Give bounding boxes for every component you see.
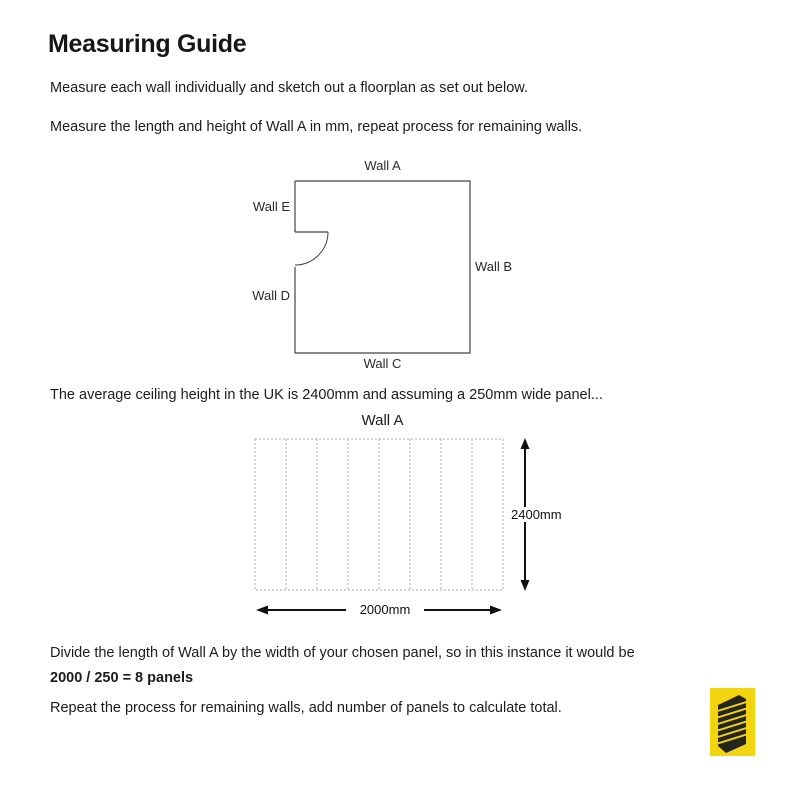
panel-diagram-title: Wall A [361,412,404,429]
intro-line-2: Measure the length and height of Wall A in mm, repeat process for remaining walls. [50,119,583,135]
wall-a-label: Wall A [364,158,401,173]
width-dimension-label: 2000mm [352,602,418,617]
company-logo [710,688,755,756]
wall-d-label: Wall D [252,288,290,303]
wall-c-label: Wall C [363,356,402,371]
panel-grid [255,439,503,590]
floorplan-walls [295,181,470,353]
door-swing-arc [295,232,328,265]
height-dimension-label: 2400mm [511,507,562,522]
wall-e-label: Wall E [252,199,290,214]
intro-line-1: Measure each wall individually and sketch out a floorplan as set out below. [50,80,528,96]
panel-diagram [250,433,550,623]
calculation-result: 2000 / 250 = 8 panels [50,670,194,686]
page-title: Measuring Guide [48,30,247,58]
calculation-line-1: Divide the length of Wall A by the width of your chosen panel, so in this instance it would be [50,645,635,661]
stacked-panels-icon [710,688,755,756]
calculation-line-3: Repeat the process for remaining walls, add number of panels to calculate total. [50,700,562,716]
wall-b-label: Wall B [475,259,513,274]
ceiling-note: The average ceiling height in the UK is 2400mm and assuming a 250mm wide panel... [50,387,603,403]
